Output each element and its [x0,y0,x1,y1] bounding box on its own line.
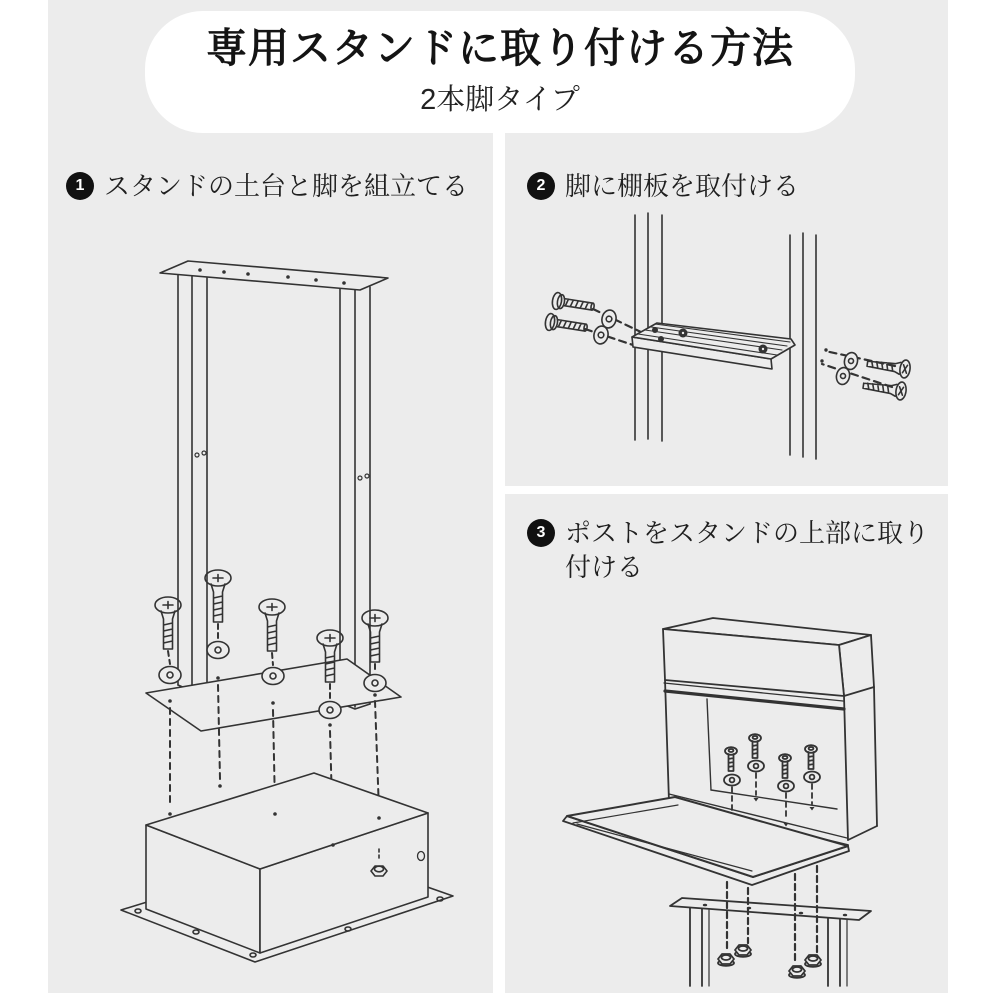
step-2-header [527,169,799,203]
stand-base-and-legs-illustration [48,133,493,993]
step-2-number-badge: 2 [527,172,555,200]
step-1-header [66,169,468,203]
panel-step-1 [48,133,493,993]
step-1-number-badge: 1 [66,172,94,200]
hex-nuts [718,945,821,978]
step-1-label: スタンドの土台と脚を組立てる [104,171,469,201]
countersunk-screws [862,355,911,401]
step-2-label: 脚に棚板を取付ける [565,171,800,201]
panel-step-2 [505,133,948,486]
panel-step-3 [505,494,948,993]
page-subtitle: 2本脚タイプ [420,84,580,117]
step-3-label: ポストをスタンドの上部に取り付ける [565,518,930,583]
mounting-bolts [725,734,817,778]
page-title: 専用スタンドに取り付ける方法 [206,24,794,71]
step-3-header [527,516,937,585]
title-banner [145,11,855,133]
step-3-number-badge: 3 [527,519,555,547]
